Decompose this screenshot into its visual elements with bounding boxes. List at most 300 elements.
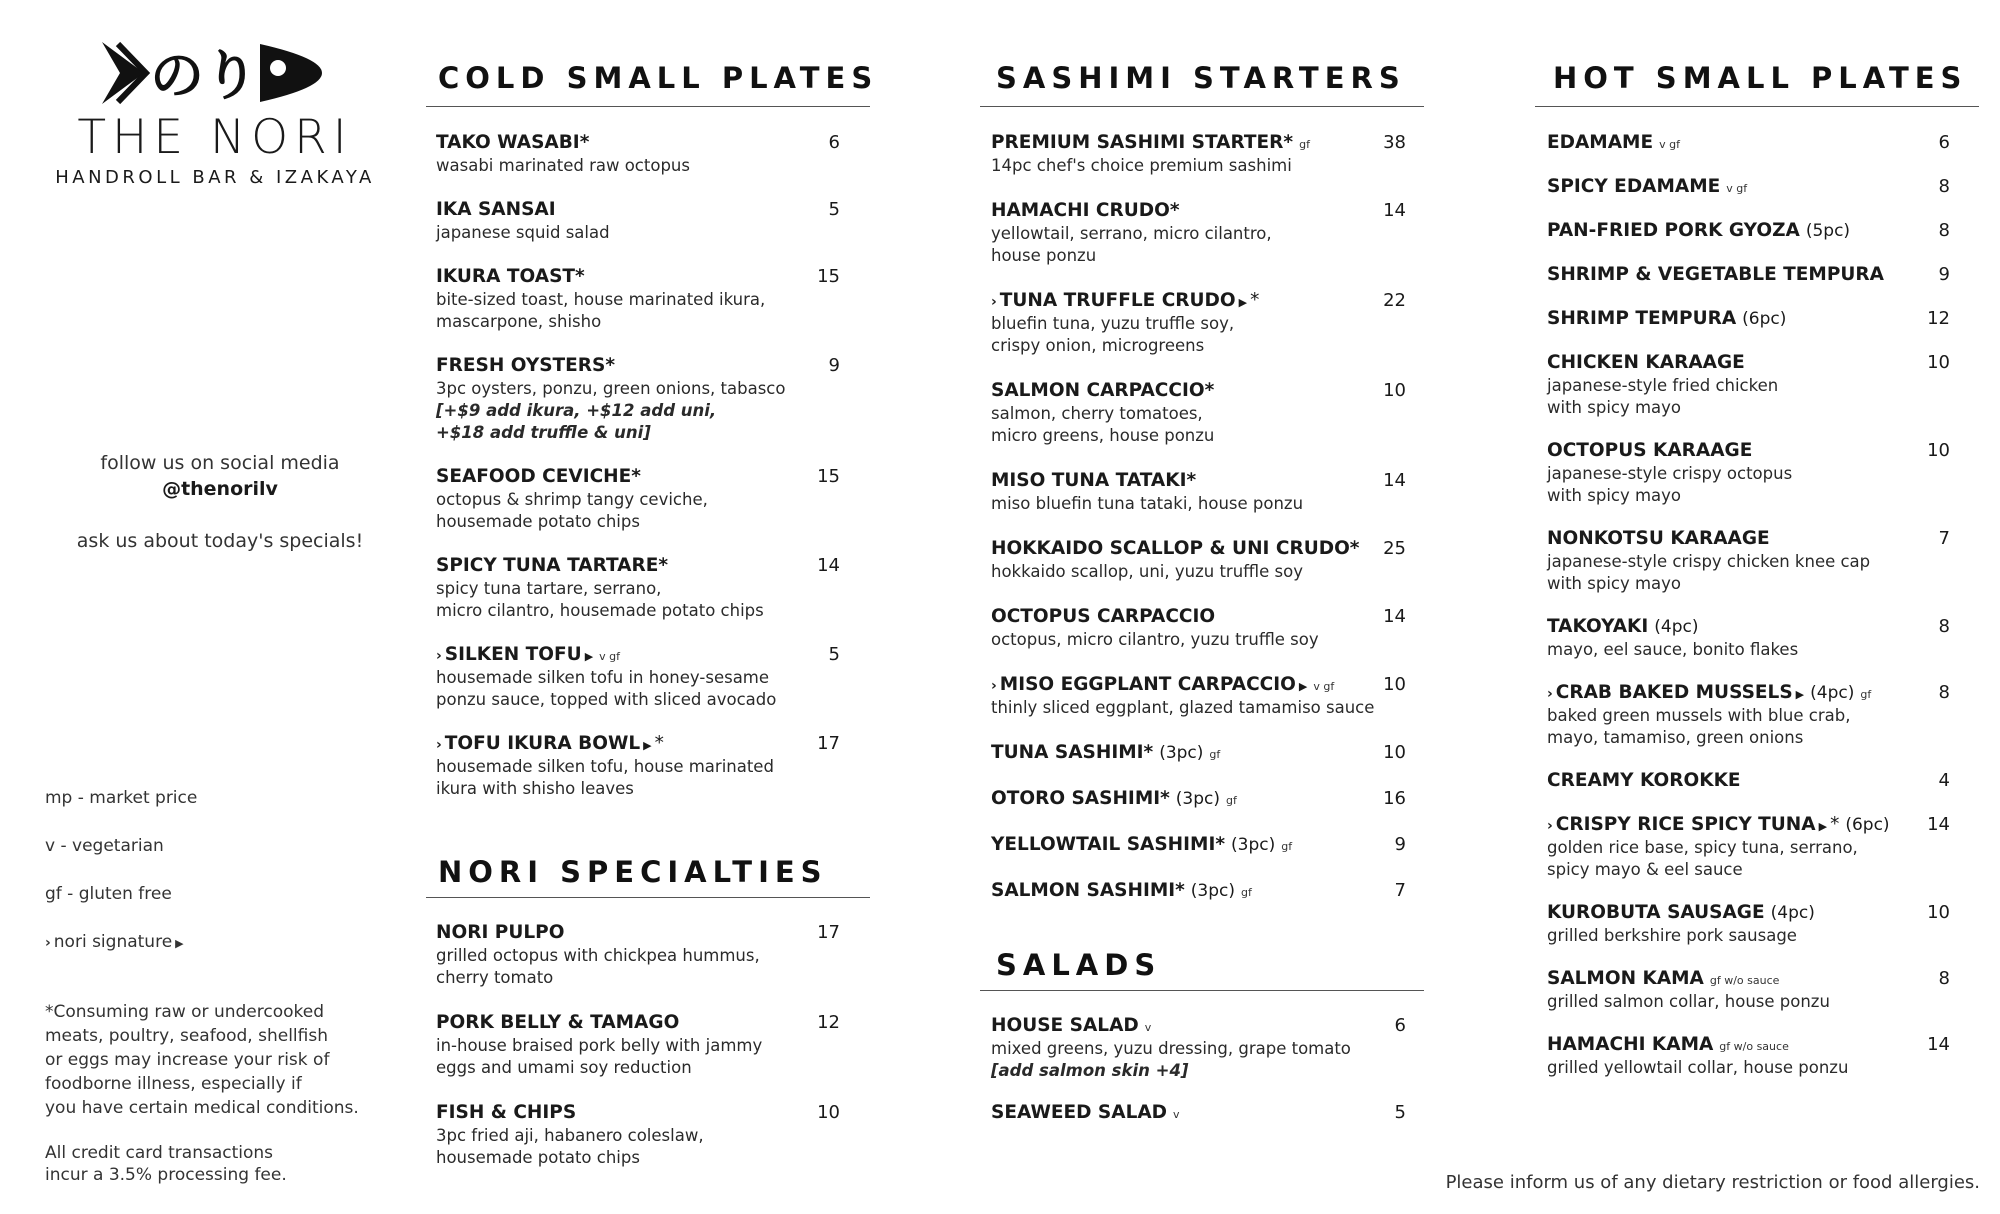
legend-signature (45, 932, 184, 952)
menu-item-header (1547, 219, 1950, 243)
section-divider (980, 990, 1424, 991)
logo-kana: のり (150, 44, 258, 107)
menu-item-price: 6 (1394, 1015, 1406, 1036)
menu-item-header (436, 354, 840, 378)
description-line: salmon, cherry tomatoes, (991, 404, 1203, 423)
menu-item-diet-tags: gf w/o sauce (1709, 974, 1780, 987)
signature-right-icon: ▶ (1795, 688, 1805, 701)
menu-item-quantity: (3pc) (1190, 881, 1236, 901)
description-line: +$18 add truffle & uni] (436, 423, 651, 442)
description-line: with spicy mayo (1547, 398, 1682, 417)
menu-item-name: SEAWEED SALAD (991, 1102, 1168, 1123)
menu-item-name: IKURA TOAST* (436, 266, 585, 287)
menu-item-price: 8 (1938, 616, 1950, 637)
description-line: grilled salmon collar, house ponzu (1547, 992, 1830, 1011)
description-line: mixed greens, yuzu dressing, grape tomato (991, 1039, 1351, 1058)
menu-item-description (991, 493, 1406, 515)
description-line: japanese squid salad (436, 223, 610, 242)
menu-item-header (436, 465, 840, 489)
menu-item[interactable] (991, 537, 1406, 583)
menu-item[interactable] (1547, 351, 1950, 419)
signature-left-icon: › (991, 294, 997, 310)
section-divider (426, 897, 870, 898)
menu-item[interactable] (991, 833, 1406, 857)
section-title-nori-specialties: NORI SPECIALTIES (438, 855, 828, 889)
menu-item-diet-tags: v gf (599, 650, 621, 663)
menu-item[interactable] (436, 1101, 840, 1169)
menu-item-diet-tags: gf (1281, 840, 1293, 853)
menu-item-diet-tags: gf (1209, 748, 1221, 761)
description-line: thinly sliced eggplant, glazed tamamiso sauce (991, 698, 1375, 717)
menu-item-raw-marker: * (1250, 290, 1260, 311)
menu-item-quantity: (3pc) (1231, 835, 1276, 855)
section-nori-specialties (436, 921, 840, 1191)
description-line: hokkaido scallop, uni, yuzu truffle soy (991, 562, 1303, 581)
section-hot-small-plates (1547, 131, 1950, 1099)
menu-item-description (991, 403, 1406, 447)
section-title-cold-small-plates: COLD SMALL PLATES (438, 61, 879, 95)
menu-item-header (436, 131, 840, 155)
menu-item-description (1547, 463, 1950, 507)
description-line: mascarpone, shisho (436, 312, 602, 331)
menu-item-price: 7 (1938, 528, 1950, 549)
description-line: [add salmon skin +4] (991, 1061, 1189, 1080)
fee-line: All credit card transactions (45, 1143, 274, 1163)
menu-item-name: YELLOWTAIL SASHIMI* (991, 834, 1225, 855)
menu-item-name: NORI PULPO (436, 922, 565, 943)
description-line: bite-sized toast, house marinated ikura, (436, 290, 766, 309)
menu-item-price: 8 (1938, 176, 1950, 197)
menu-item[interactable] (436, 732, 840, 800)
menu-item-header (436, 1101, 840, 1125)
section-cold-small-plates (436, 131, 840, 821)
menu-item-price: 17 (817, 733, 840, 754)
description-line: 14pc chef's choice premium sashimi (991, 156, 1292, 175)
menu-item-quantity: (6pc) (1742, 309, 1787, 329)
menu-item-description (991, 561, 1406, 583)
menu-item-name: CHICKEN KARAAGE (1547, 352, 1745, 373)
menu-item-price: 14 (817, 555, 840, 576)
section-sashimi-starters (991, 131, 1406, 925)
menu-item-price: 14 (1383, 200, 1406, 221)
menu-item-diet-tags: gf w/o sauce (1719, 1040, 1789, 1053)
description-line: micro greens, house ponzu (991, 426, 1215, 445)
brand-name: THE NORI (77, 110, 353, 165)
menu-item-description (436, 1035, 840, 1079)
section-divider (1535, 106, 1979, 107)
signature-left-icon: › (1547, 818, 1553, 834)
menu-item-header (991, 131, 1406, 155)
menu-item-description (1547, 551, 1950, 595)
menu-item-name: TUNA TRUFFLE CRUDO (999, 290, 1236, 311)
menu-item-header (436, 198, 840, 222)
section-title-salads: SALADS (996, 948, 1162, 982)
menu-item-diet-tags: v gf (1726, 182, 1748, 195)
description-line: with spicy mayo (1547, 574, 1682, 593)
menu-item-quantity: (5pc) (1805, 221, 1851, 241)
menu-item[interactable] (436, 131, 840, 177)
description-line: spicy mayo & eel sauce (1547, 860, 1743, 879)
menu-item-price: 10 (817, 1102, 840, 1123)
description-line: japanese-style crispy chicken knee cap (1547, 552, 1871, 571)
menu-item-description (991, 629, 1406, 651)
brand-tagline: HANDROLL BAR & IZAKAYA (55, 167, 375, 188)
signature-right-icon: ▶ (643, 739, 652, 752)
menu-item-name: SEAFOOD CEVICHE* (436, 466, 641, 487)
menu-item[interactable] (436, 354, 840, 444)
menu-item-header (991, 1014, 1406, 1038)
menu-item-header (1547, 615, 1950, 639)
menu-item-price: 6 (828, 132, 840, 153)
description-line: micro cilantro, housemade potato chips (436, 601, 764, 620)
menu-item-name: CRISPY RICE SPICY TUNA (1555, 814, 1816, 835)
menu-item[interactable] (436, 465, 840, 533)
menu-item-name: SILKEN TOFU (444, 644, 582, 665)
description-line: yellowtail, serrano, micro cilantro, (991, 224, 1272, 243)
legend-vegetarian: v - vegetarian (45, 836, 164, 856)
menu-item-description (436, 945, 840, 989)
disclaimer-line: *Consuming raw or undercooked (45, 1002, 324, 1022)
fish-logo-icon (100, 38, 325, 108)
menu-item-description (1547, 1057, 1950, 1079)
menu-item-header (436, 732, 840, 756)
menu-item-header (1547, 527, 1950, 551)
menu-item-price: 5 (1394, 1102, 1406, 1123)
menu-item-header (1547, 813, 1950, 837)
menu-item-quantity: (4pc) (1770, 903, 1815, 923)
menu-item[interactable] (1547, 527, 1950, 595)
menu-item-name: SPICY TUNA TARTARE* (436, 555, 669, 576)
menu-item[interactable] (436, 643, 840, 711)
menu-item-header (436, 265, 840, 289)
menu-item[interactable] (1547, 967, 1950, 1013)
menu-item-name: CRAB BAKED MUSSELS (1555, 682, 1793, 703)
signature-right-icon: ▶ (1298, 680, 1308, 693)
menu-item-name: SALMON KAMA (1547, 968, 1704, 989)
menu-item-diet-tags: v (1173, 1108, 1180, 1121)
menu-item-header (1547, 769, 1950, 793)
description-line: 3pc oysters, ponzu, green onions, tabasco (436, 379, 786, 398)
menu-item-description (436, 222, 840, 244)
menu-item[interactable] (1547, 769, 1950, 793)
menu-item-name: SALMON SASHIMI* (991, 880, 1185, 901)
menu-item-quantity: (4pc) (1654, 617, 1699, 637)
menu-item-price: 8 (1938, 968, 1950, 989)
menu-item-price: 14 (1383, 606, 1406, 627)
menu-item-price: 17 (817, 922, 840, 943)
menu-item-price: 9 (828, 355, 840, 376)
description-line: miso bluefin tuna tataki, house ponzu (991, 494, 1304, 513)
menu-item-price: 7 (1394, 880, 1406, 901)
section-title-sashimi-starters: SASHIMI STARTERS (996, 61, 1406, 95)
description-line: octopus, micro cilantro, yuzu truffle soy (991, 630, 1319, 649)
menu-item[interactable] (1547, 681, 1950, 749)
menu-item-header (991, 673, 1406, 697)
description-line: housemade silken tofu, house marinated (436, 757, 774, 776)
menu-item-quantity: (6pc) (1845, 815, 1890, 835)
menu-item-name: HOKKAIDO SCALLOP & UNI CRUDO* (991, 538, 1360, 559)
menu-item[interactable] (1547, 131, 1950, 155)
menu-item-description (991, 313, 1406, 357)
menu-item-name: FRESH OYSTERS* (436, 355, 616, 376)
menu-item-description (991, 155, 1406, 177)
menu-item-description (436, 756, 840, 800)
menu-item-name: HAMACHI KAMA (1547, 1034, 1714, 1055)
menu-item[interactable] (436, 554, 840, 622)
menu-item-header (991, 787, 1406, 811)
allergy-note: Please inform us of any dietary restriction or food allergies. (1445, 1172, 1980, 1193)
menu-item-diet-tags: gf (1241, 886, 1252, 899)
menu-item-diet-tags: gf (1226, 794, 1237, 807)
menu-item-description (436, 1125, 840, 1169)
description-line: japanese-style crispy octopus (1547, 464, 1793, 483)
menu-item-name: OCTOPUS CARPACCIO (991, 606, 1216, 627)
menu-item-price: 8 (1938, 220, 1950, 241)
menu-item[interactable] (1547, 175, 1950, 199)
legend-market-price: mp - market price (45, 788, 198, 808)
menu-item-description (436, 489, 840, 533)
description-line: wasabi marinated raw octopus (436, 156, 690, 175)
menu-item-description (991, 1038, 1406, 1082)
menu-item-description (436, 578, 840, 622)
menu-item-price: 12 (817, 1012, 840, 1033)
menu-item-header (991, 469, 1406, 493)
menu-item-raw-marker: * (1830, 814, 1840, 835)
legend-gluten-free: gf - gluten free (45, 884, 172, 904)
description-line: grilled octopus with chickpea hummus, (436, 946, 760, 965)
menu-item-header (991, 379, 1406, 403)
processing-fee-note (45, 1142, 365, 1186)
menu-item-header (1547, 131, 1950, 155)
description-line: house ponzu (991, 246, 1097, 265)
description-line: mayo, tamamiso, green onions (1547, 728, 1804, 747)
menu-item[interactable] (1547, 307, 1950, 331)
menu-item-price: 10 (1383, 742, 1406, 763)
description-line: [+$9 add ikura, +$12 add uni, (436, 401, 717, 420)
signature-left-icon: › (991, 678, 997, 694)
menu-item-name: SHRIMP TEMPURA (1547, 308, 1737, 329)
description-line: japanese-style fried chicken (1547, 376, 1779, 395)
signature-right-icon: ▶ (584, 650, 594, 663)
disclaimer-line: or eggs may increase your risk of (45, 1050, 330, 1070)
menu-item-name: TAKO WASABI* (436, 132, 590, 153)
menu-item-price: 12 (1927, 308, 1950, 329)
menu-item-header (991, 605, 1406, 629)
menu-item[interactable] (991, 787, 1406, 811)
disclaimer-line: you have certain medical conditions. (45, 1098, 359, 1118)
menu-item-header (991, 879, 1406, 903)
menu-item-price: 14 (1927, 814, 1950, 835)
description-line: golden rice base, spicy tuna, serrano, (1547, 838, 1858, 857)
signature-left-icon: › (436, 648, 442, 664)
section-divider (980, 106, 1424, 107)
description-line: housemade potato chips (436, 1148, 640, 1167)
signature-left-icon: › (1547, 686, 1553, 702)
menu-item-header (991, 833, 1406, 857)
social-handle[interactable]: @thenorilv (162, 478, 278, 500)
menu-item-header (1547, 967, 1950, 991)
menu-item[interactable] (1547, 615, 1950, 661)
menu-item-price: 6 (1938, 132, 1950, 153)
menu-item-price: 9 (1938, 264, 1950, 285)
menu-item-header (1547, 263, 1950, 287)
menu-item-name: PREMIUM SASHIMI STARTER* (991, 132, 1294, 153)
menu-item[interactable] (436, 1011, 840, 1079)
menu-item[interactable] (991, 605, 1406, 651)
section-title-hot-small-plates: HOT SMALL PLATES (1553, 61, 1968, 95)
menu-item-price: 10 (1927, 902, 1950, 923)
menu-item-description (1547, 837, 1950, 881)
description-line: with spicy mayo (1547, 486, 1682, 505)
menu-item-header (991, 741, 1406, 765)
menu-item[interactable] (991, 131, 1406, 177)
menu-item-name: TOFU IKURA BOWL (444, 733, 641, 754)
menu-item-price: 25 (1383, 538, 1406, 559)
description-line: ikura with shisho leaves (436, 779, 634, 798)
menu-item-name: HAMACHI CRUDO* (991, 200, 1180, 221)
menu-item-price: 14 (1383, 470, 1406, 491)
menu-item-header (436, 643, 840, 667)
description-line: mayo, eel sauce, bonito flakes (1547, 640, 1799, 659)
menu-item[interactable] (436, 198, 840, 244)
menu-item-diet-tags: v (1144, 1021, 1152, 1034)
menu-item-diet-tags: gf (1860, 688, 1872, 701)
menu-item[interactable] (991, 1014, 1406, 1082)
menu-item-header (436, 1011, 840, 1035)
menu-item-header (1547, 307, 1950, 331)
menu-item-name: MISO EGGPLANT CARPACCIO (999, 674, 1296, 695)
menu-item[interactable] (1547, 439, 1950, 507)
menu-item-price: 16 (1383, 788, 1406, 809)
menu-item-header (436, 921, 840, 945)
description-line: eggs and umami soy reduction (436, 1058, 692, 1077)
menu-item-price: 14 (1927, 1034, 1950, 1055)
menu-item-header (1547, 901, 1950, 925)
menu-item[interactable] (991, 379, 1406, 447)
menu-item-price: 5 (828, 199, 840, 220)
menu-item-description (436, 289, 840, 333)
menu-item-name: CREAMY KOROKKE (1547, 770, 1741, 791)
menu-item-quantity: (3pc) (1159, 743, 1204, 763)
menu-item-raw-marker: * (654, 733, 664, 754)
menu-item-name: TAKOYAKI (1547, 616, 1649, 637)
menu-item[interactable] (991, 1101, 1406, 1125)
menu-item-description (1547, 375, 1950, 419)
menu-item-price: 5 (828, 644, 840, 665)
menu-item-name: NONKOTSU KARAAGE (1547, 528, 1770, 549)
section-salads (991, 1014, 1406, 1144)
description-line: grilled yellowtail collar, house ponzu (1547, 1058, 1849, 1077)
menu-item-header (991, 199, 1406, 223)
menu-item-name: EDAMAME (1547, 132, 1654, 153)
menu-item-description (436, 378, 840, 444)
description-line: in-house braised pork belly with jammy (436, 1036, 763, 1055)
menu-item-price: 10 (1383, 380, 1406, 401)
menu-item-header (1547, 1033, 1950, 1057)
menu-item-name: PAN-FRIED PORK GYOZA (1547, 220, 1800, 241)
menu-item[interactable] (1547, 263, 1950, 287)
menu-item-name: TUNA SASHIMI* (991, 742, 1154, 763)
description-line: 3pc fried aji, habanero coleslaw, (436, 1126, 704, 1145)
menu-item-description (991, 697, 1406, 719)
menu-item-description (1547, 991, 1950, 1013)
menu-item-price: 22 (1383, 290, 1406, 311)
signature-left-icon: › (436, 737, 442, 753)
menu-item[interactable] (1547, 901, 1950, 947)
menu-item[interactable] (1547, 1033, 1950, 1079)
menu-item-description (436, 155, 840, 177)
menu-item-name: SHRIMP & VEGETABLE TEMPURA (1547, 264, 1884, 285)
menu-item[interactable] (991, 199, 1406, 267)
description-line: spicy tuna tartare, serrano, (436, 579, 662, 598)
description-line: housemade potato chips (436, 512, 640, 531)
menu-item-price: 38 (1383, 132, 1406, 153)
signature-right-icon: ▶ (1818, 820, 1828, 833)
menu-item-diet-tags: gf (1299, 138, 1310, 151)
fee-line: incur a 3.5% processing fee. (45, 1165, 287, 1185)
menu-item-name: OCTOPUS KARAAGE (1547, 440, 1753, 461)
legend-signature-label: nori signature (53, 932, 173, 952)
menu-item-description (991, 223, 1406, 267)
description-line: housemade silken tofu in honey-sesame (436, 668, 770, 687)
description-line: bluefin tuna, yuzu truffle soy, (991, 314, 1235, 333)
description-line: crispy onion, microgreens (991, 336, 1205, 355)
menu-item-name: PORK BELLY & TAMAGO (436, 1012, 680, 1033)
section-divider (426, 106, 870, 107)
social-follow-text: follow us on social media (100, 452, 340, 474)
menu-item[interactable] (991, 289, 1406, 357)
menu-item-header (991, 1101, 1406, 1125)
menu-item[interactable] (1547, 219, 1950, 243)
description-line: octopus & shrimp tangy ceviche, (436, 490, 708, 509)
menu-item-name: MISO TUNA TATAKI* (991, 470, 1197, 491)
menu-item-price: 9 (1394, 834, 1406, 855)
menu-item[interactable] (991, 741, 1406, 765)
menu-item[interactable] (1547, 813, 1950, 881)
menu-item-description (1547, 639, 1950, 661)
menu-item-diet-tags: v gf (1313, 680, 1335, 693)
menu-item[interactable] (991, 469, 1406, 515)
disclaimer-line: meats, poultry, seafood, shellfish (45, 1026, 328, 1046)
menu-item-header (1547, 681, 1950, 705)
menu-item-price: 10 (1927, 440, 1950, 461)
menu-item-name: SPICY EDAMAME (1547, 176, 1721, 197)
health-disclaimer (45, 1000, 365, 1120)
menu-item[interactable] (991, 879, 1406, 903)
menu-item-price: 10 (1383, 674, 1406, 695)
menu-item[interactable] (436, 265, 840, 333)
menu-item-price: 8 (1938, 682, 1950, 703)
menu-item-price: 15 (817, 466, 840, 487)
menu-item-header (436, 554, 840, 578)
description-line: baked green mussels with blue crab, (1547, 706, 1851, 725)
menu-item[interactable] (436, 921, 840, 989)
menu-item-name: SALMON CARPACCIO* (991, 380, 1215, 401)
menu-item-name: KUROBUTA SAUSAGE (1547, 902, 1765, 923)
menu-item-name: OTORO SASHIMI* (991, 788, 1170, 809)
description-line: cherry tomato (436, 968, 554, 987)
signature-left-icon: › (45, 935, 51, 951)
menu-item[interactable] (991, 673, 1406, 719)
menu-item-price: 15 (817, 266, 840, 287)
description-line: ponzu sauce, topped with sliced avocado (436, 690, 777, 709)
signature-right-icon: ▶ (175, 937, 184, 950)
menu-item-header (991, 289, 1406, 313)
menu-item-quantity: (4pc) (1810, 683, 1855, 703)
menu-item-description (1547, 925, 1950, 947)
menu-item-description (1547, 705, 1950, 749)
menu-item-description (436, 667, 840, 711)
